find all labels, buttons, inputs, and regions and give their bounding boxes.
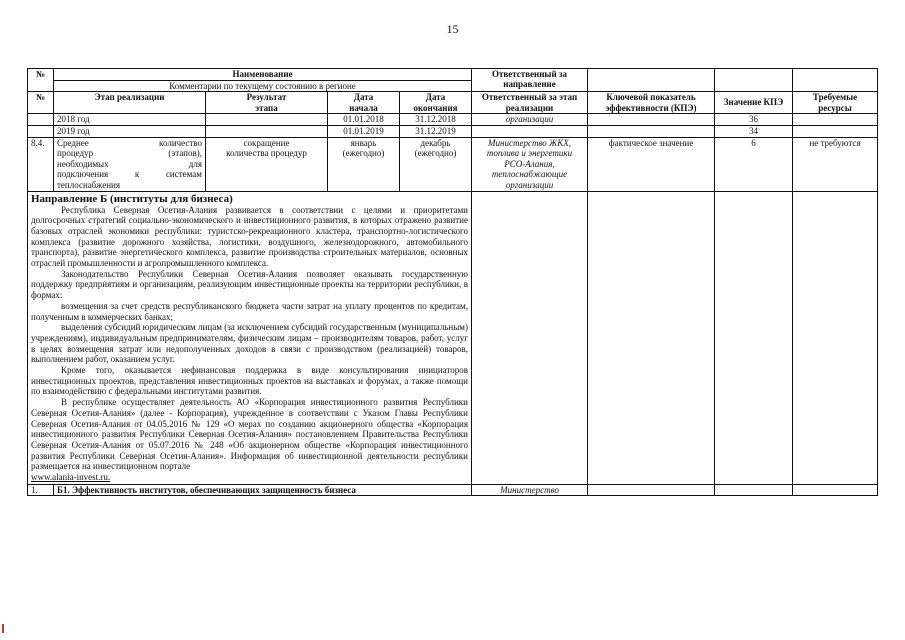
header-empty-3 [793, 69, 878, 92]
row-8-4-result [206, 137, 328, 191]
b1-row [28, 484, 878, 496]
result-line: сокращение [243, 137, 290, 148]
row-2018 [28, 114, 878, 126]
resp-line: организации [505, 179, 554, 190]
resp-line: РСО-Алания, [504, 158, 555, 169]
row-2018-responsible: организации [472, 114, 588, 126]
roadmap-table [27, 68, 878, 496]
row-2018-value: 36 [715, 114, 793, 126]
direction-b-text [28, 191, 472, 484]
direction-b-paragraph: Законодательство Республики Северная Осетия-Алания позволяет оказывать государственную поддержку предприятиям и организациям, реализующим инвестиционные проекты на территории республики, в формах: [31, 268, 468, 301]
header-end: Дата окончания [400, 92, 472, 114]
b1-num: 1. [28, 484, 54, 496]
stage-line: подключения к системам [57, 169, 202, 180]
resp-line: Министерство ЖКХ, [488, 137, 571, 148]
row-8-4-num: 8.4. [28, 137, 54, 191]
row-8-4-end [400, 137, 472, 191]
start-line: январь [350, 137, 377, 148]
direction-b-title: Направление Б (институты для бизнеса) [31, 192, 233, 205]
stage-line: процедур (этапов), [57, 148, 202, 159]
row-2019-stage: 2019 год [54, 125, 206, 137]
stage-line: Среднее количество [57, 137, 202, 148]
header-name: Наименование [54, 69, 472, 81]
row-8-4-stage [54, 137, 206, 191]
header-comment: Комментарии по текущему состоянию в регионе [54, 80, 472, 92]
row-2018-stage: 2018 год [54, 114, 206, 126]
header-num-2: № [28, 92, 54, 114]
row-2018-end: 31.12.2018 [400, 114, 472, 126]
invest-portal-link[interactable]: www.alania-invest.ru. [31, 472, 111, 483]
end-line: декабрь [420, 137, 451, 148]
direction-b-paragraph: возмещения за счет средств республиканского бюджета части затрат на уплату процентов по кредитам, полученным в коммерческих банках; [31, 300, 468, 322]
direction-b-paragraph: выделения субсидий юридическим лицам (за исключением субсидий государственным (муниципальным) учреждениям), индивидуальным предпринимателям, физическим лицам – производителям товаров, работ, услуг в целях возмещения затрат или недополученных доходов в связи с производством (реализацией) товаров, выполнением работ, оказанием услуг. [31, 322, 468, 365]
header-row-1 [28, 69, 878, 81]
row-8-4-value: 6 [715, 137, 793, 191]
header-kpi-value: Значение КПЭ [715, 92, 793, 114]
stage-line: теплоснабжения [57, 179, 120, 190]
row-8-4 [28, 137, 878, 191]
direction-b-paragraph: В республике осуществляет деятельность АО «Корпорация инвестиционного развития Республики Северная Осетия-Алания» (далее - Корпорация), учрежденное в соответствии с Указом Главы Республики Северная Осетия-Алания от 04.05.2016 № 129 «О мерах по созданию акционерного общества «Корпорация инвестиционного развития Республики Северная Осетия-Алания» постановлением Правительства Республики Северная Осетия-Алания от 05.07.2016 № 248 «Об акционерном обществе «Корпорация инвестиционного развития Республики Северная Осетия-Алания». Информация об инвестиционной деятельности республики размещается на инвестиционном портале [31, 397, 468, 472]
row-8-4-responsible [472, 137, 588, 191]
header-kpi: Ключевой показатель эффективности (КПЭ) [588, 92, 715, 114]
direction-b-paragraph: Республика Северная Осетия-Алания развивается в соответствии с целями и приоритетами долгосрочных стратегий социально-экономического и инвестиционного развития, в которых отражено развитие базовых отраслей экономики республики: туристско-рекреационного кластера, транспортно-логистического комплекса (развитие дорожного хозяйства, логистики, воздушного, железнодорожного, автомобильного транспорта), развитие энергетического комплекса, развитие производства строительных материалов, основных отраслей промышленности и агропромышленного комплекса. [31, 204, 468, 269]
header-result: Результат этапа [206, 92, 328, 114]
header-empty-2 [715, 69, 793, 92]
header-stage-responsible: Ответственный за этап реализации [472, 92, 588, 114]
header-num: № [28, 69, 54, 92]
direction-b-row [28, 191, 878, 484]
row-2019 [28, 125, 878, 137]
resp-line: теплоснабжающие [491, 169, 568, 180]
page-number: 15 [446, 22, 459, 36]
row-2019-start: 01.01.2019 [328, 125, 400, 137]
header-resources: Требуемые ресурсы [793, 92, 878, 114]
row-2018-start: 01.01.2018 [328, 114, 400, 126]
stage-line: необходимых для [57, 158, 202, 169]
direction-b-paragraph: Кроме того, оказывается нефинансовая поддержка в виде консультирования инициаторов инвестиционных проектов, представления инвестиционных проектов на выставках и форумах, а также помощи по взаимодействию с федеральными институтами развития. [31, 365, 468, 397]
header-empty-1 [588, 69, 715, 92]
header-row-3 [28, 92, 878, 114]
end-line: (ежегодно) [414, 148, 457, 159]
b1-title: Б1. Эффективность институтов, обеспечивающих защищенность бизнеса [54, 484, 472, 496]
result-line: количества процедур [226, 148, 307, 159]
row-8-4-start [328, 137, 400, 191]
row-8-4-kpi: фактическое значение [588, 137, 715, 191]
resp-line: топлива и энергетики [486, 148, 573, 159]
row-8-4-resources: не требуются [793, 137, 878, 191]
row-2019-value: 34 [715, 125, 793, 137]
row-2019-end: 31.12.2019 [400, 125, 472, 137]
header-start: Дата начала [328, 92, 400, 114]
scan-mark [2, 624, 4, 633]
header-stage: Этап реализации [54, 92, 206, 114]
start-line: (ежегодно) [342, 148, 385, 159]
header-responsible: Ответственный за направление [472, 69, 588, 92]
b1-responsible: Министерство [472, 484, 588, 496]
